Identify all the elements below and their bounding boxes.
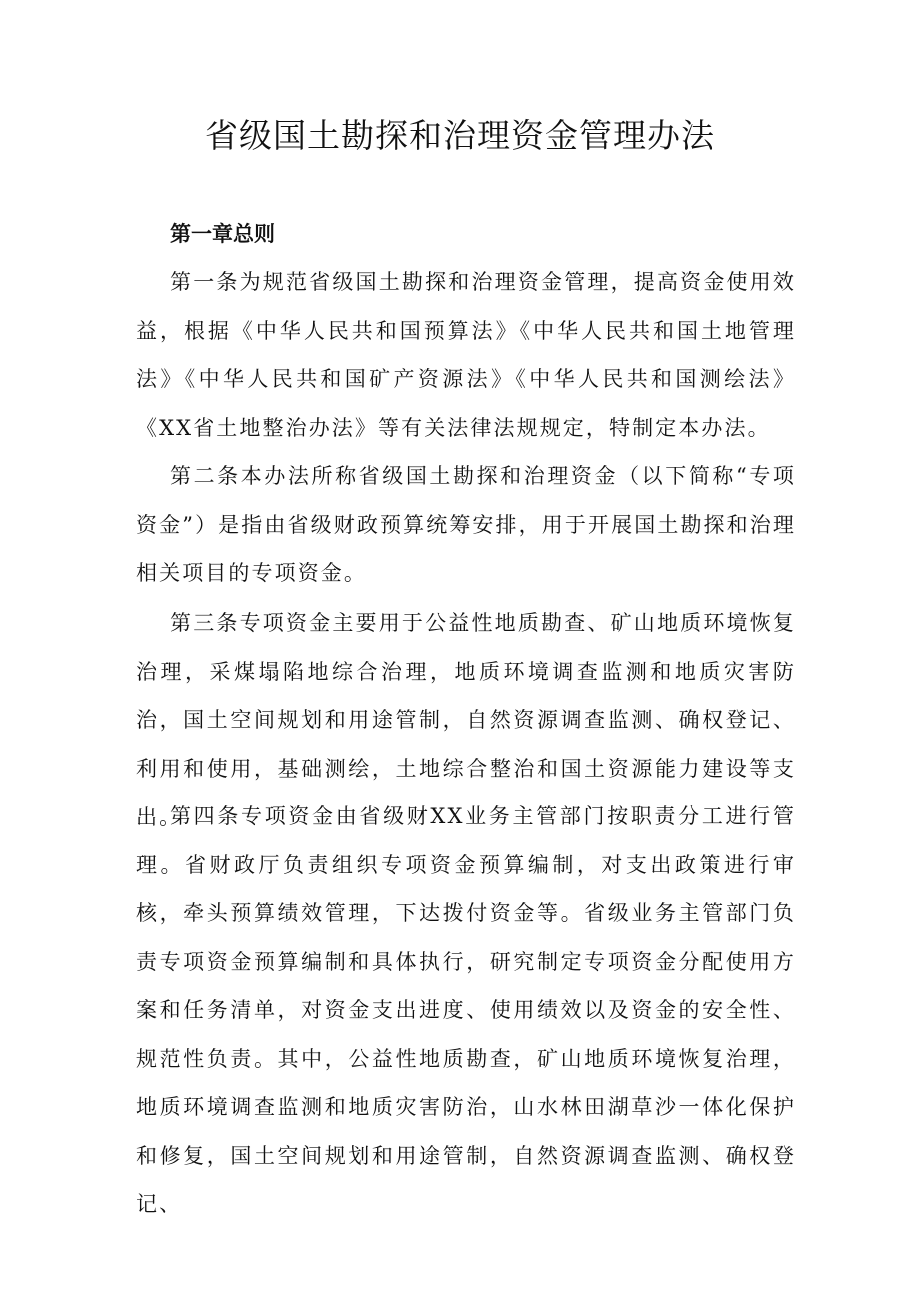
document-title: 省级国土勘探和治理资金管理办法: [205, 116, 715, 155]
article-3-paragraph: 第三条专项资金主要用于公益性地质勘查、矿山地质环境恢复治理，采煤塌陷地综合治理，地质环境调查监测和地质灾害防治，国土空间规划和用途管制，自然资源调查监测、确权登记、利用和使用，基础测绘，土地综合整治和国土资源能力建设等支出。: [136, 611, 796, 829]
article-4-paragraph: 第四条专项资金由省级财XX业务主管部门按职责分工进行管理。省财政厅负责组织专项资金预算编制，对支出政策进行审核，牵头预算绩效管理，下达拨付资金等。省级业务主管部门负责专项资金预算编制和具体执行，研究制定专项资金分配使用方案和任务清单，对资金支出进度、使用绩效以及资金的安全性、规范性负责。其中，公益性地质勘查，矿山地质环境恢复治理，地质环境调查监测和地质灾害防治，山水林田湖草沙一体化保护和修复，国土空间规划和用途管制，自然资源调查监测、确权登记、: [136, 804, 796, 1216]
article-2-paragraph: 第二条本办法所称省级国土勘探和治理资金（以下简称“专项资金”）是指由省级财政预算统筹安排，用于开展国土勘探和治理相关项目的专项资金。: [136, 464, 796, 585]
chapter-heading: 第一章总则: [170, 221, 275, 246]
article-1-paragraph: 第一条为规范省级国土勘探和治理资金管理，提高资金使用效益，根据《中华人民共和国预算法》《中华人民共和国土地管理法》《中华人民共和国矿产资源法》《中华人民共和国测绘法》《XX省土地整治办法》等有关法律法规规定，特制定本办法。: [136, 270, 796, 440]
